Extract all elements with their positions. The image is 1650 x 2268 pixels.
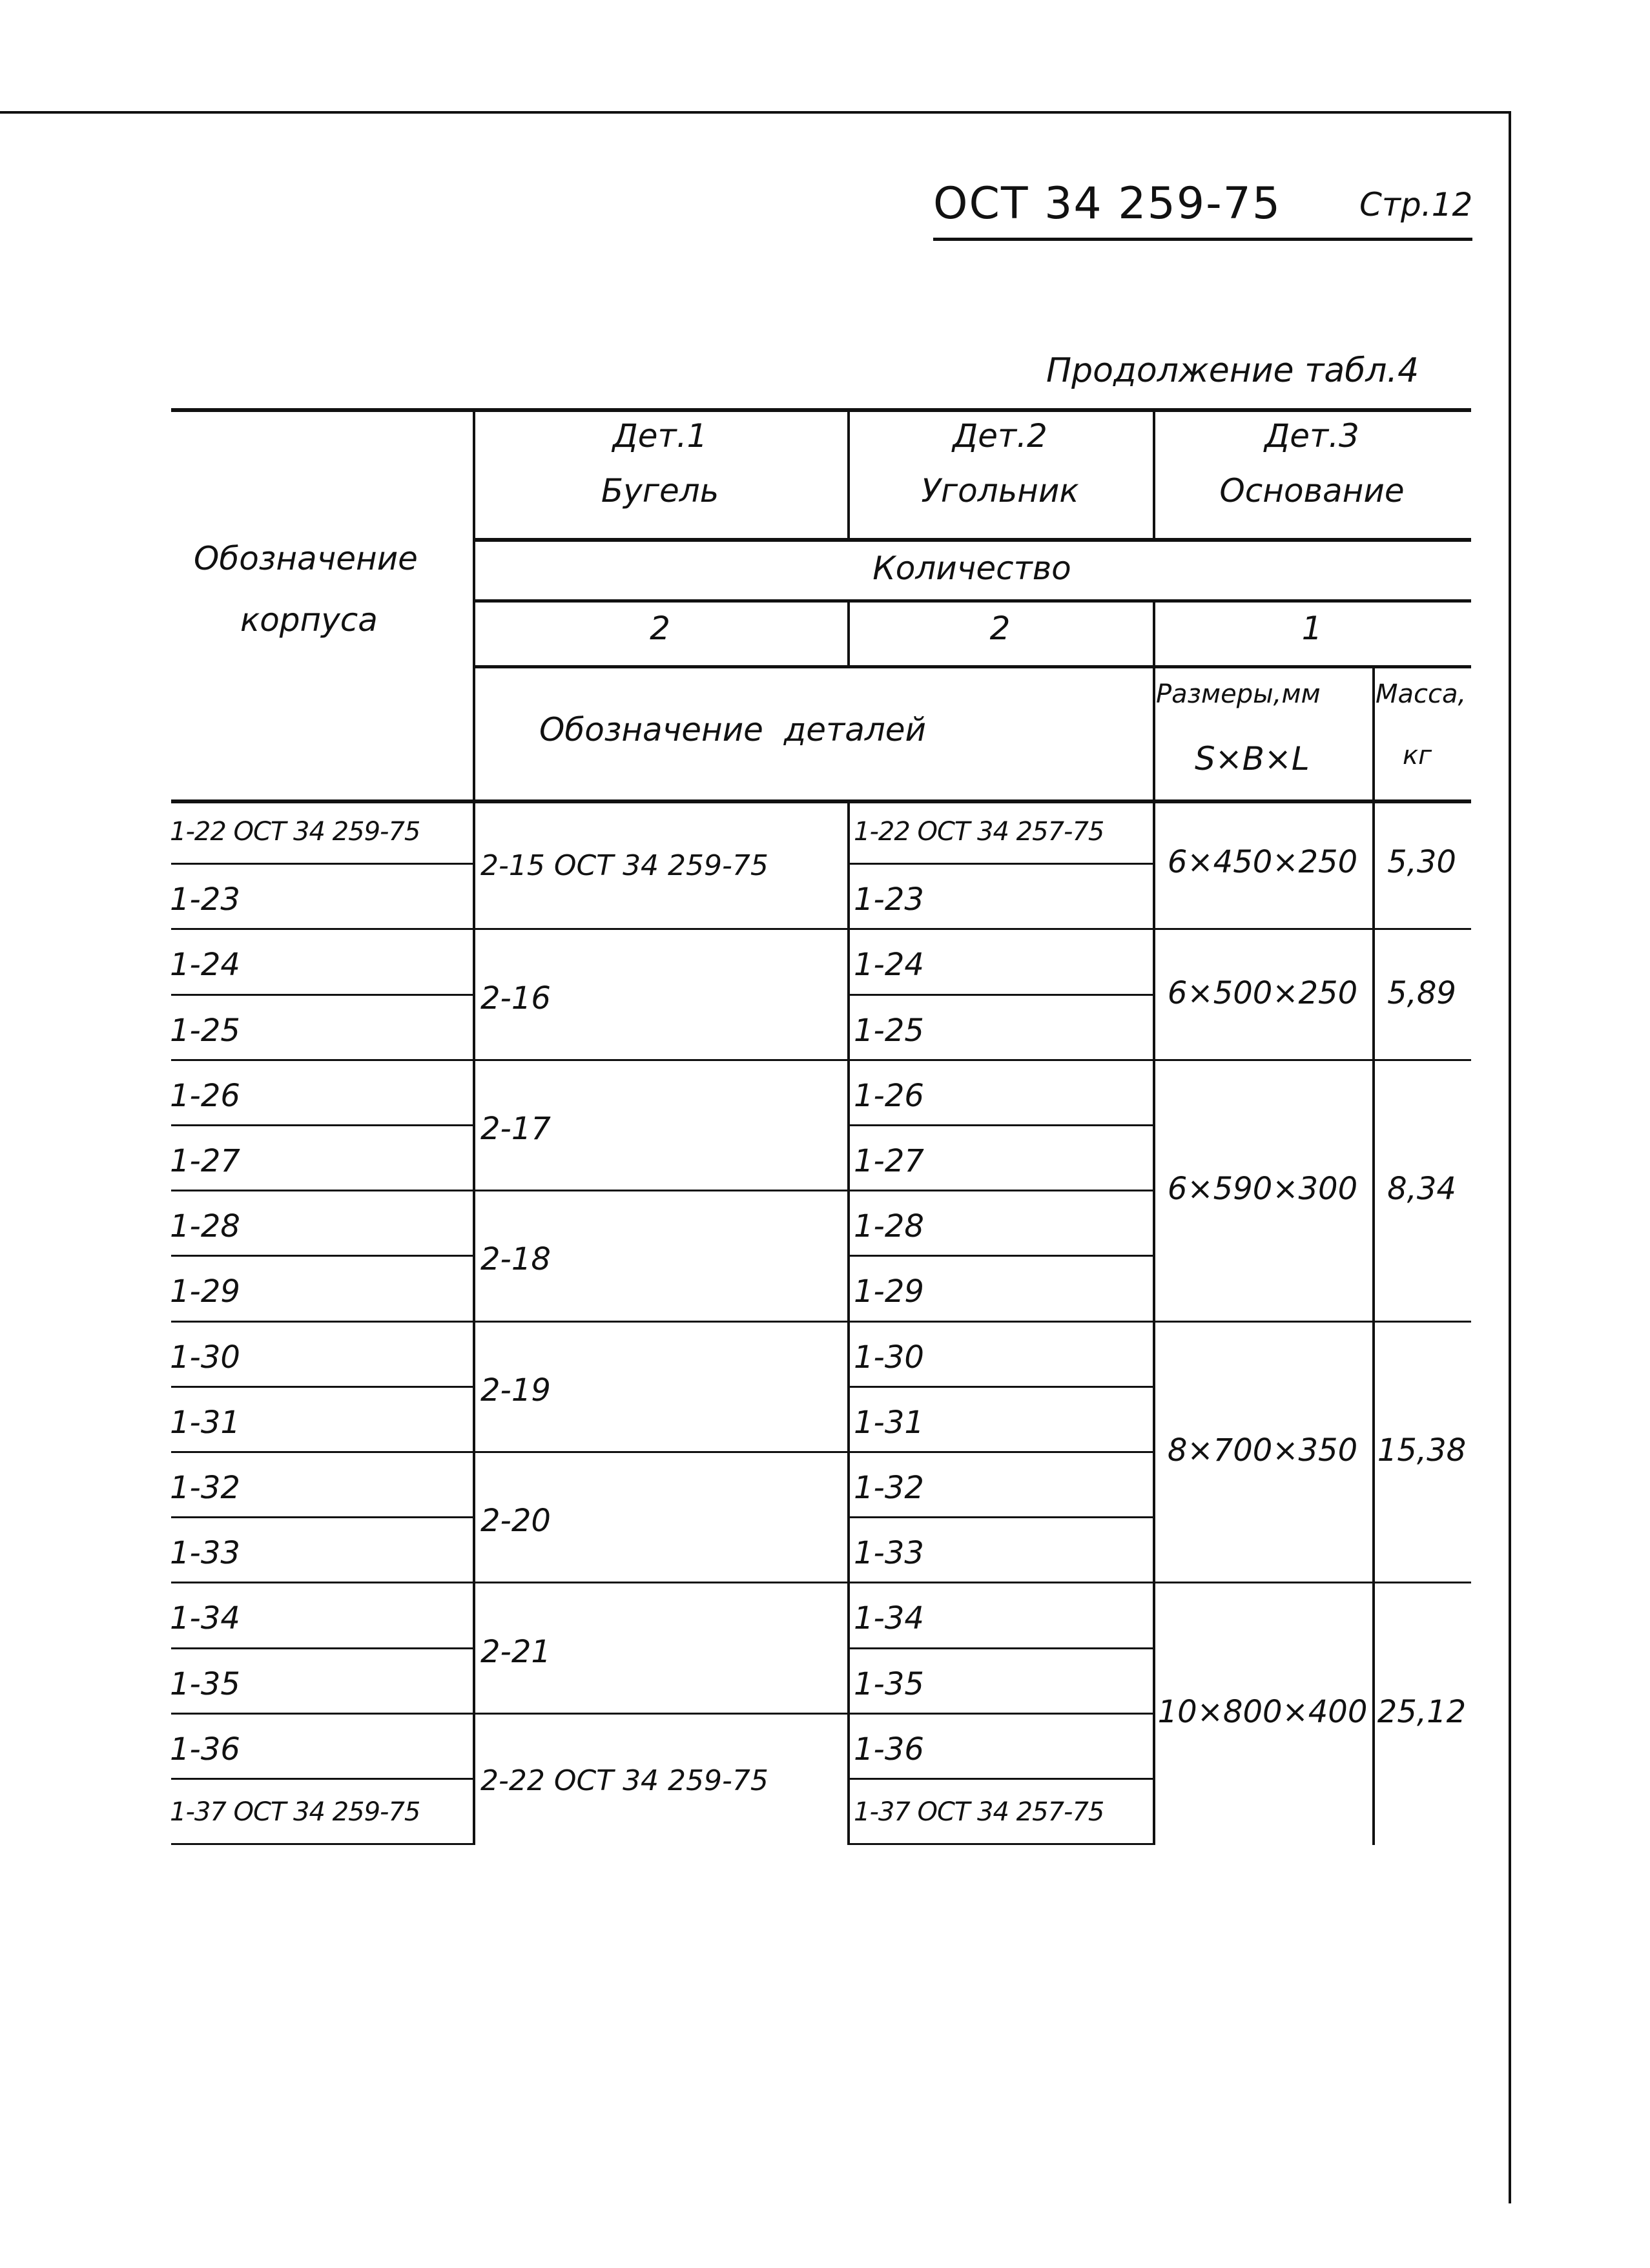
header-det3-line2: Основание [1219, 472, 1405, 510]
base-mass-cell: 25,12 [1377, 1693, 1467, 1730]
header-details-designation: Обозначение деталей [539, 711, 927, 748]
row-rule-angle [847, 1059, 1153, 1061]
base-group-rule [1153, 1321, 1471, 1323]
table-row-housing: 1-31 [170, 1404, 240, 1441]
bracket-group-rule [473, 1451, 847, 1453]
row-rule-housing [171, 1321, 473, 1323]
table-row-angle: 1-37 ОСТ 34 257-75 [854, 1797, 1104, 1827]
header-det3-line1: Дет.3 [1264, 417, 1359, 455]
bracket-cell: 2-22 ОСТ 34 259-75 [480, 1764, 768, 1797]
header-det2-line1: Дет.2 [953, 417, 1047, 455]
base-size-cell: 6×500×250 [1167, 974, 1358, 1011]
bracket-group-rule [473, 928, 847, 930]
base-size-cell: 6×450×250 [1167, 844, 1358, 881]
row-rule-housing [171, 1124, 473, 1126]
header-det1-line2: Бугель [601, 472, 719, 510]
vline-col3 [1153, 665, 1155, 1845]
row-rule-angle [847, 994, 1153, 996]
row-rule-angle [847, 928, 1153, 930]
row-rule-housing [171, 1647, 473, 1649]
table-row-angle: 1-25 [854, 1012, 924, 1049]
table-row-angle: 1-24 [854, 947, 924, 984]
row-rule-angle [847, 1713, 1153, 1715]
bracket-group-rule [473, 1059, 847, 1061]
row-rule-housing [171, 1190, 473, 1191]
header-designation-line2: корпуса [240, 601, 378, 639]
details-rule [473, 665, 1471, 668]
header-mass-line1: Масса, [1376, 679, 1467, 709]
table-row-housing: 1-29 [170, 1273, 240, 1310]
table-row-housing: 1-37 ОСТ 34 259-75 [170, 1797, 420, 1827]
row-rule-angle [847, 1321, 1153, 1323]
header-mass-line2: кг [1403, 741, 1432, 770]
table-row-housing: 1-25 [170, 1012, 240, 1049]
table-row-angle: 1-33 [854, 1535, 924, 1572]
quantity-det2: 2 [989, 610, 1011, 647]
table-row-housing: 1-27 [170, 1143, 240, 1179]
table-row-angle: 1-30 [854, 1339, 924, 1376]
table-row-angle: 1-23 [854, 881, 924, 918]
table-row-angle: 1-22 ОСТ 34 257-75 [854, 817, 1104, 847]
quantity-number-rule [473, 599, 1471, 603]
row-rule-angle [847, 1124, 1153, 1126]
row-rule-housing [171, 994, 473, 996]
bracket-group-rule [473, 1713, 847, 1715]
row-rule-angle [847, 1190, 1153, 1191]
row-rule-housing [171, 1255, 473, 1257]
table-continuation-note: Продолжение табл.4 [1046, 351, 1419, 390]
bracket-cell: 2-19 [480, 1372, 551, 1408]
row-rule-housing [171, 1778, 473, 1780]
base-mass-cell: 8,34 [1387, 1171, 1456, 1208]
bracket-cell: 2-16 [480, 980, 551, 1016]
base-mass-cell: 15,38 [1377, 1432, 1467, 1469]
row-rule-housing [171, 863, 473, 865]
base-mass-cell: 5,89 [1387, 974, 1456, 1011]
page-number: Стр.12 [1359, 186, 1473, 223]
quantity-det3: 1 [1301, 610, 1323, 647]
bracket-cell: 2-17 [480, 1111, 551, 1147]
row-rule-angle [847, 863, 1153, 865]
table-row-angle: 1-27 [854, 1143, 924, 1179]
row-rule-angle [847, 1255, 1153, 1257]
row-rule-angle [847, 1451, 1153, 1453]
row-rule-angle [847, 1843, 1153, 1845]
table-row-housing: 1-30 [170, 1339, 240, 1376]
row-rule-housing [171, 1516, 473, 1518]
table-row-angle: 1-28 [854, 1208, 924, 1245]
body-top-rule [171, 799, 1471, 803]
table-row-angle: 1-36 [854, 1731, 924, 1768]
table-row-housing: 1-24 [170, 947, 240, 984]
base-size-cell: 8×700×350 [1167, 1432, 1358, 1469]
bracket-cell: 2-15 ОСТ 34 259-75 [480, 849, 768, 883]
table-row-housing: 1-22 ОСТ 34 259-75 [170, 817, 420, 847]
bracket-group-rule [473, 1190, 847, 1191]
base-group-rule [1153, 1059, 1471, 1061]
header-designation-line1: Обозначение [194, 540, 418, 577]
table-row-housing: 1-33 [170, 1535, 240, 1572]
header-quantity: Количество [872, 550, 1071, 587]
table-row-angle: 1-34 [854, 1600, 924, 1637]
table-row-housing: 1-28 [170, 1208, 240, 1245]
row-rule-housing [171, 1451, 473, 1453]
table-row-angle: 1-29 [854, 1273, 924, 1310]
bracket-group-rule [473, 1582, 847, 1583]
table-row-angle: 1-35 [854, 1665, 924, 1702]
table-row-angle: 1-31 [854, 1404, 924, 1441]
table-row-housing: 1-36 [170, 1731, 240, 1768]
table-row-housing: 1-23 [170, 881, 240, 918]
row-rule-angle [847, 1647, 1153, 1649]
bracket-cell: 2-20 [480, 1503, 551, 1540]
row-rule-housing [171, 1713, 473, 1715]
header-sizes-line2: S×B×L [1195, 740, 1310, 778]
row-rule-housing [171, 1582, 473, 1583]
vline-col4 [1372, 665, 1375, 1845]
table-row-housing: 1-26 [170, 1077, 240, 1114]
header-det1-line1: Дет.1 [612, 417, 708, 455]
table-row-housing: 1-32 [170, 1470, 240, 1506]
document-code: ОСТ 34 259-75 [933, 178, 1282, 229]
bracket-cell: 2-18 [480, 1241, 551, 1278]
header-det2-line2: Угольник [921, 472, 1079, 510]
row-rule-housing [171, 928, 473, 930]
base-group-rule [1153, 1582, 1471, 1583]
base-mass-cell: 5,30 [1387, 844, 1456, 881]
table-row-housing: 1-34 [170, 1600, 240, 1637]
base-group-rule [1153, 928, 1471, 930]
base-size-cell: 10×800×400 [1157, 1693, 1368, 1730]
table-row-angle: 1-26 [854, 1077, 924, 1114]
quantity-rule [473, 538, 1471, 542]
bracket-cell: 2-21 [480, 1633, 551, 1670]
row-rule-angle [847, 1778, 1153, 1780]
row-rule-housing [171, 1843, 473, 1845]
row-rule-angle [847, 1516, 1153, 1518]
row-rule-housing [171, 1059, 473, 1061]
header-sizes-line1: Размеры,мм [1156, 679, 1321, 709]
row-rule-angle [847, 1582, 1153, 1583]
table-row-housing: 1-35 [170, 1665, 240, 1702]
base-size-cell: 6×590×300 [1167, 1171, 1358, 1208]
vline-col2-body [847, 799, 850, 1845]
row-rule-housing [171, 1386, 473, 1388]
table-row-angle: 1-32 [854, 1470, 924, 1506]
row-rule-angle [847, 1386, 1153, 1388]
bracket-group-rule [473, 1321, 847, 1323]
table-top-rule [171, 408, 1471, 412]
quantity-det1: 2 [650, 610, 670, 647]
